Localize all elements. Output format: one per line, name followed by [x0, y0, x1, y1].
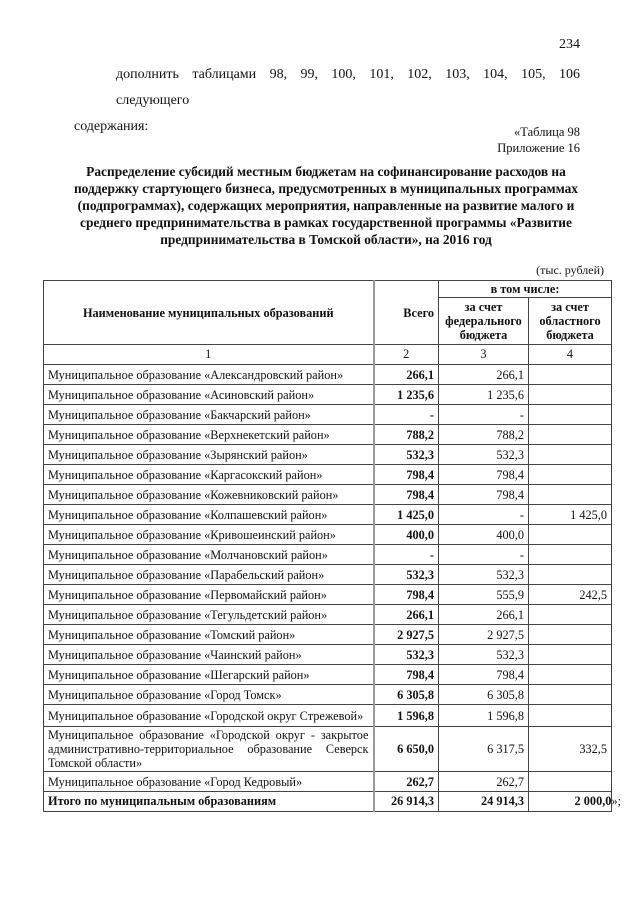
row-name: Муниципальное образование «Парабельский район» — [44, 565, 374, 585]
row-name: Муниципальное образование «Шегарский район» — [44, 665, 374, 685]
header-name: Наименование муниципальных образований — [44, 281, 374, 345]
table-number: «Таблица 98 — [514, 125, 580, 139]
row-name: Муниципальное образование «Первомайский район» — [44, 585, 374, 605]
table-row — [44, 705, 612, 727]
row-name: Муниципальное образование «Томский район» — [44, 625, 374, 645]
row-total: 1 235,6 — [374, 385, 439, 405]
header-total: Всего — [374, 281, 439, 345]
row-regional — [529, 665, 612, 685]
row-total: - — [374, 545, 439, 565]
row-federal: 2 927,5 — [439, 625, 529, 645]
table-row — [44, 565, 612, 585]
row-total: 262,7 — [374, 772, 439, 792]
table-row — [44, 425, 612, 445]
row-federal: 6 317,5 — [439, 727, 529, 772]
row-total: 1 596,8 — [374, 705, 439, 727]
row-name: Муниципальное образование «Верхнекетский район» — [44, 425, 374, 445]
row-federal: 798,4 — [439, 485, 529, 505]
table-row — [44, 685, 612, 705]
table-row — [44, 772, 612, 792]
table-row — [44, 405, 612, 425]
row-regional — [529, 565, 612, 585]
row-name: Муниципальное образование «Городской округ - закрытое административно-территориальное образование Северск Томской области» — [44, 727, 374, 772]
header-federal: за счет федерального бюджета — [439, 298, 529, 345]
row-total: 798,4 — [374, 585, 439, 605]
table-row — [44, 645, 612, 665]
row-name: Муниципальное образование «Город Кедровый» — [44, 772, 374, 792]
row-federal: 788,2 — [439, 425, 529, 445]
row-federal: - — [439, 505, 529, 525]
column-number: 2 — [374, 345, 439, 365]
row-regional — [529, 365, 612, 385]
total-row-regional-value: 2 000,0 — [574, 794, 612, 808]
document-title: Распределение субсидий местным бюджетам на софинансирование расходов на поддержку стартующего бизнеса, предусмотренных в муниципальных программах (подпрограммах), содержащих мероприятия, направленные на развитие малого и среднего предпринимательства в рамках государственной программы «Развитие предпринимательства в Томской области», на 2016 год — [73, 164, 579, 247]
row-name: Муниципальное образование «Асиновский район» — [44, 385, 374, 405]
table-row — [44, 545, 612, 565]
row-federal: 798,4 — [439, 665, 529, 685]
row-total: 798,4 — [374, 485, 439, 505]
table-row — [44, 525, 612, 545]
row-name: Муниципальное образование «Александровский район» — [44, 365, 374, 385]
subsidy-table — [43, 280, 622, 812]
row-regional — [529, 645, 612, 665]
row-total: 6 650,0 — [374, 727, 439, 772]
table-row — [44, 505, 612, 525]
table-row — [44, 605, 612, 625]
row-total: 798,4 — [374, 465, 439, 485]
row-name: Муниципальное образование «Зырянский район» — [44, 445, 374, 465]
row-regional — [529, 625, 612, 645]
units-label: (тыс. рублей) — [536, 263, 604, 277]
row-federal: 532,3 — [439, 565, 529, 585]
row-regional — [529, 465, 612, 485]
row-total: 532,3 — [374, 445, 439, 465]
row-name: Муниципальное образование «Кривошеинский район» — [44, 525, 374, 545]
row-name: Муниципальное образование «Бакчарский район» — [44, 405, 374, 425]
intro-line-2: содержания: — [74, 119, 149, 134]
table-caption — [497, 124, 580, 156]
row-federal: - — [439, 405, 529, 425]
row-regional — [529, 385, 612, 405]
closing-quote: »; — [611, 794, 622, 808]
row-name: Муниципальное образование «Тегульдетский район» — [44, 605, 374, 625]
row-total: 2 927,5 — [374, 625, 439, 645]
row-total: 532,3 — [374, 645, 439, 665]
row-federal: 400,0 — [439, 525, 529, 545]
table-row — [44, 585, 612, 605]
row-regional — [529, 685, 612, 705]
row-federal: 266,1 — [439, 365, 529, 385]
column-number: 3 — [439, 345, 529, 365]
table-row — [44, 485, 612, 505]
row-regional — [529, 705, 612, 727]
row-name: Муниципальное образование «Город Томск» — [44, 685, 374, 705]
table-row — [44, 465, 612, 485]
header-regional: за счет областного бюджета — [529, 298, 612, 345]
row-name: Муниципальное образование «Кожевниковский район» — [44, 485, 374, 505]
row-regional: 242,5 — [529, 585, 612, 605]
total-row — [44, 792, 612, 812]
row-federal: 532,3 — [439, 645, 529, 665]
intro-line-1: дополнить таблицами 98, 99, 100, 101, 102, 103, 104, 105, 106 следующего — [116, 67, 580, 108]
total-row-federal: 24 914,3 — [439, 792, 529, 812]
column-numbers-row — [44, 345, 612, 365]
appendix-number: Приложение 16 — [497, 141, 580, 155]
row-name: Муниципальное образование «Молчановский район» — [44, 545, 374, 565]
row-total: 1 425,0 — [374, 505, 439, 525]
row-federal: 798,4 — [439, 465, 529, 485]
row-federal: - — [439, 545, 529, 565]
row-name: Муниципальное образование «Колпашевский район» — [44, 505, 374, 525]
row-regional — [529, 445, 612, 465]
row-federal: 262,7 — [439, 772, 529, 792]
row-name: Муниципальное образование «Каргасокский район» — [44, 465, 374, 485]
row-total: 400,0 — [374, 525, 439, 545]
row-regional — [529, 605, 612, 625]
row-federal: 1 596,8 — [439, 705, 529, 727]
row-regional: 1 425,0 — [529, 505, 612, 525]
row-regional — [529, 772, 612, 792]
row-regional — [529, 545, 612, 565]
table-row — [44, 625, 612, 645]
total-row-total: 26 914,3 — [374, 792, 439, 812]
row-regional — [529, 405, 612, 425]
row-federal: 266,1 — [439, 605, 529, 625]
table-row — [44, 727, 612, 772]
header-including: в том числе: — [439, 281, 612, 298]
row-total: - — [374, 405, 439, 425]
table-row — [44, 445, 612, 465]
row-total: 798,4 — [374, 665, 439, 685]
row-total: 532,3 — [374, 565, 439, 585]
row-federal: 1 235,6 — [439, 385, 529, 405]
column-number: 4 — [529, 345, 612, 365]
row-federal: 532,3 — [439, 445, 529, 465]
row-total: 6 305,8 — [374, 685, 439, 705]
row-regional — [529, 425, 612, 445]
total-row-regional — [529, 792, 622, 812]
row-regional — [529, 485, 612, 505]
row-regional: 332,5 — [529, 727, 612, 772]
row-federal: 555,9 — [439, 585, 529, 605]
table-row — [44, 365, 612, 385]
row-total: 266,1 — [374, 365, 439, 385]
row-federal: 6 305,8 — [439, 685, 529, 705]
row-name: Муниципальное образование «Чаинский район» — [44, 645, 374, 665]
table-row — [44, 385, 612, 405]
page-number: 234 — [559, 37, 580, 52]
column-number: 1 — [44, 345, 374, 365]
row-total: 266,1 — [374, 605, 439, 625]
row-total: 788,2 — [374, 425, 439, 445]
total-row-label: Итого по муниципальным образованиям — [44, 792, 374, 812]
row-name: Муниципальное образование «Городской округ Стрежевой» — [44, 705, 374, 727]
table-row — [44, 665, 612, 685]
row-regional — [529, 525, 612, 545]
